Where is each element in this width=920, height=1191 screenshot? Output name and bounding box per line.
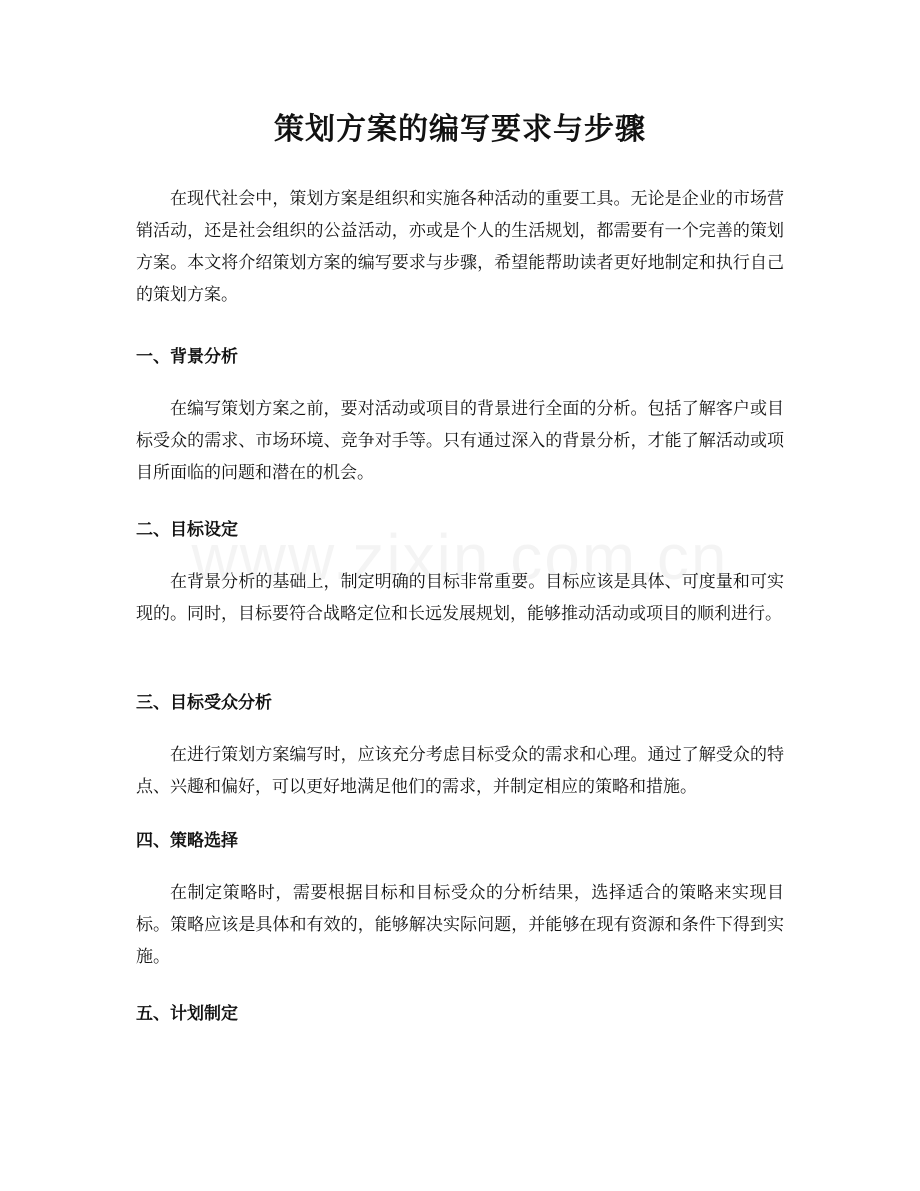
section-heading-background: 一、背景分析 [136,347,238,367]
section-heading-planning: 五、计划制定 [136,1004,238,1024]
section-body-background: 在编写策划方案之前，要对活动或项目的背景进行全面的分析。包括了解客户或目标受众的需求、市场环境、竞争对手等。只有通过深入的背景分析，才能了解活动或项目所面临的问题和潜在的机会。 [136,399,784,483]
section-body-goals: 在背景分析的基础上，制定明确的目标非常重要。目标应该是具体、可度量和可实现的。同时，目标要符合战略定位和长远发展规划，能够推动活动或项目的顺利进行。 [136,572,784,624]
page-title: 策划方案的编写要求与步骤 [274,112,646,147]
section-body-audience: 在进行策划方案编写时，应该充分考虑目标受众的需求和心理。通过了解受众的特点、兴趣和偏好，可以更好地满足他们的需求，并制定相应的策略和措施。 [136,745,784,797]
intro-paragraph: 在现代社会中，策划方案是组织和实施各种活动的重要工具。无论是企业的市场营销活动，还是社会组织的公益活动，亦或是个人的生活规划，都需要有一个完善的策划方案。本文将介绍策划方案的编写要求与步骤，希望能帮助读者更好地制定和执行自己的策划方案。 [136,189,784,305]
section-heading-goals: 二、目标设定 [136,520,238,540]
section-body-strategy: 在制定策略时，需要根据目标和目标受众的分析结果，选择适合的策略来实现目标。策略应该是具体和有效的，能够解决实际问题，并能够在现有资源和条件下得到实施。 [136,883,784,967]
section-heading-audience: 三、目标受众分析 [136,693,272,713]
section-heading-strategy: 四、策略选择 [136,831,238,851]
